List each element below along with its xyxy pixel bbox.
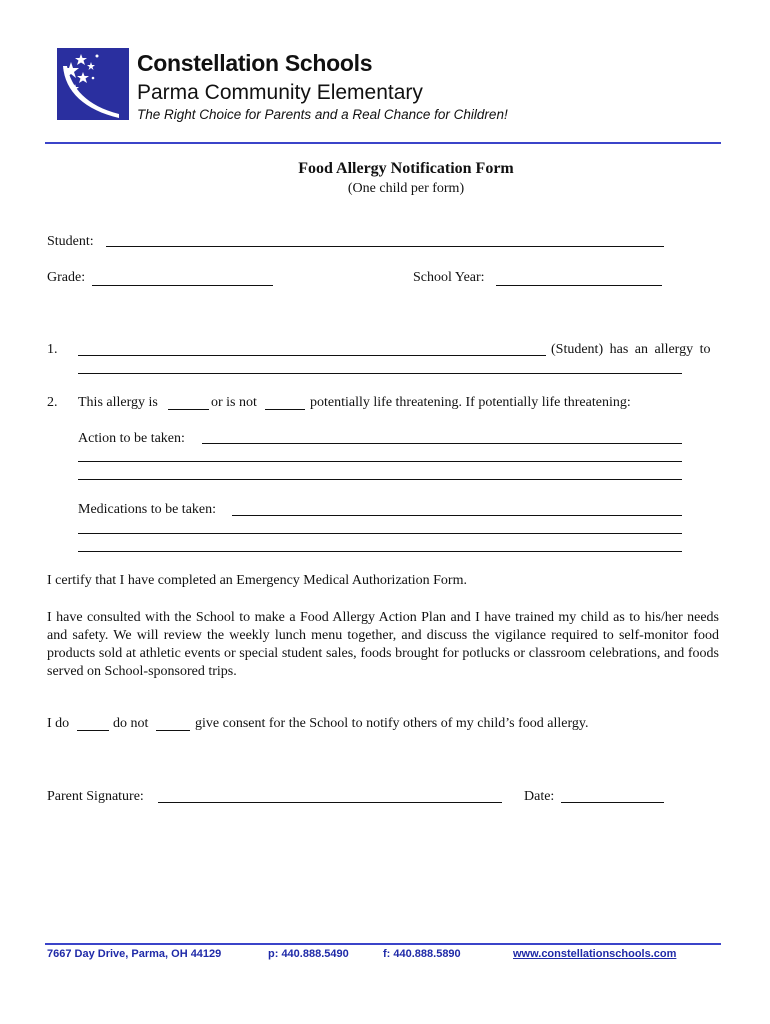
consent-do-not-field[interactable] (156, 730, 190, 731)
footer-address: 7667 Day Drive, Parma, OH 44129 (47, 948, 222, 960)
tagline: The Right Choice for Parents and a Real Chance for Children! (137, 107, 508, 122)
item2-text-c: potentially life threatening. If potentially life threatening: (310, 395, 631, 410)
action-field-1[interactable] (202, 443, 682, 444)
item2-text-b: or is not (211, 395, 257, 410)
footer-rule (45, 943, 721, 945)
item2-number: 2. (47, 395, 58, 410)
certify-text: I certify that I have completed an Emergency Medical Authorization Form. (47, 573, 467, 588)
student-field[interactable] (106, 246, 664, 247)
signature-field[interactable] (158, 802, 502, 803)
school-year-label: School Year: (413, 270, 485, 285)
is-life-threatening-field[interactable] (168, 409, 209, 410)
consent-text: give consent for the School to notify others of my child’s food allergy. (195, 716, 589, 731)
constellation-logo-icon (57, 48, 129, 120)
action-field-2[interactable] (78, 461, 682, 462)
medications-field-3[interactable] (78, 551, 682, 552)
grade-label: Grade: (47, 270, 86, 285)
medications-field-1[interactable] (232, 515, 682, 516)
footer-website-link[interactable]: www.constellationschools.com (513, 948, 677, 960)
school-year-field[interactable] (496, 285, 662, 286)
consent-do-not-label: do not (113, 716, 149, 731)
allergy-field[interactable] (78, 373, 682, 374)
footer-fax: f: 440.888.5890 (383, 948, 461, 960)
school-name: Parma Community Elementary (137, 81, 423, 104)
org-name: Constellation Schools (137, 50, 373, 76)
is-not-life-threatening-field[interactable] (265, 409, 305, 410)
item2-text-a: This allergy is (78, 395, 158, 410)
student-label: Student: (47, 234, 94, 249)
consent-do-label: I do (47, 716, 70, 731)
action-label: Action to be taken: (78, 431, 185, 446)
item1-number: 1. (47, 342, 58, 357)
date-field[interactable] (561, 802, 664, 803)
item1-text: (Student) has an allergy to (551, 342, 711, 357)
header-rule (45, 142, 721, 144)
action-field-3[interactable] (78, 479, 682, 480)
medications-field-2[interactable] (78, 533, 682, 534)
consult-paragraph: I have consulted with the School to make a Food Allergy Action Plan and I have trained my child as to his/her needs and safety. We will review the weekly lunch menu together, and discuss the vigilance required to self-monitor food products sold at athletic events or special student sales, foods brought for potlucks or classroom celebrations, and foods served on School-sponsored trips. (47, 610, 719, 679)
medications-label: Medications to be taken: (78, 502, 217, 517)
student-name-field[interactable] (78, 355, 546, 356)
signature-label: Parent Signature: (47, 789, 144, 804)
form-title: Food Allergy Notification Form (298, 160, 514, 177)
footer-phone: p: 440.888.5490 (268, 948, 349, 960)
logo (57, 48, 129, 120)
grade-field[interactable] (92, 285, 273, 286)
date-label: Date: (524, 789, 555, 804)
form-subtitle: (One child per form) (347, 181, 465, 196)
consent-do-field[interactable] (77, 730, 109, 731)
